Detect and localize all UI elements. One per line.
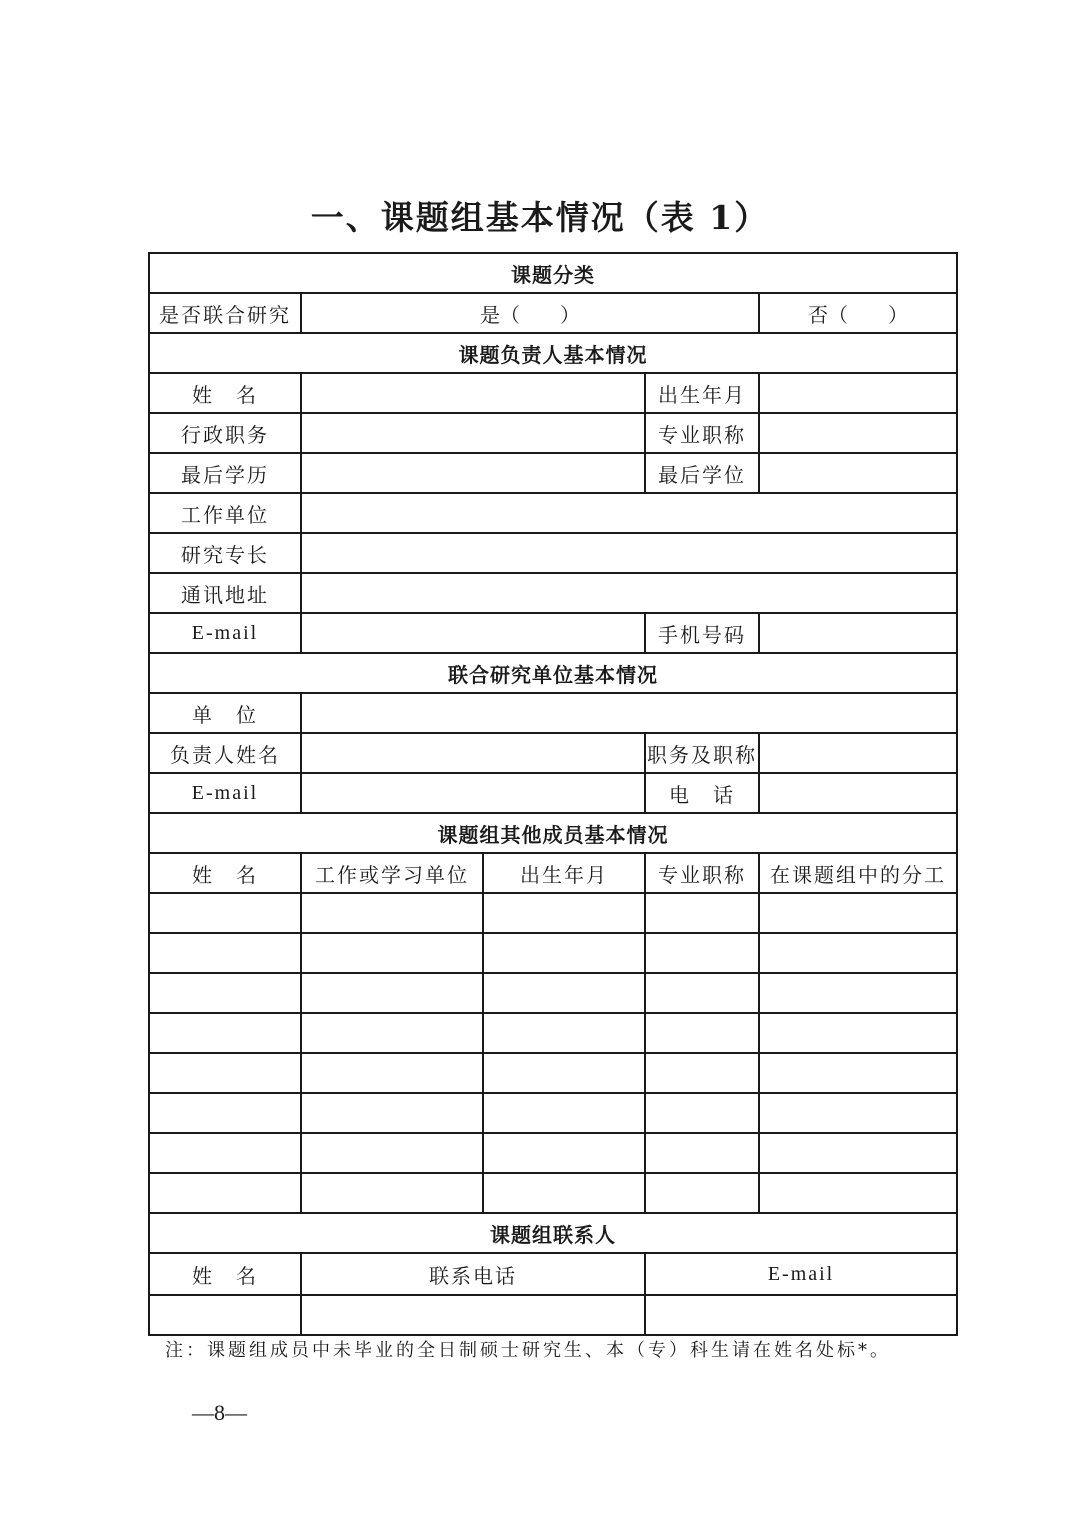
member-name-field[interactable] xyxy=(149,1173,301,1213)
members-col-title: 专业职称 xyxy=(645,853,759,893)
joint-unit-label: 单 位 xyxy=(149,693,301,733)
joint-email-field[interactable] xyxy=(301,773,645,813)
member-workplace-field[interactable] xyxy=(301,893,483,933)
leader-email-field[interactable] xyxy=(301,613,645,653)
footnote: 注：课题组成员中未毕业的全日制硕士研究生、本（专）科生请在姓名处标*。 xyxy=(165,1340,891,1361)
section-header-leader: 课题负责人基本情况 xyxy=(149,333,957,373)
project-team-form xyxy=(148,252,958,1336)
member-title-field[interactable] xyxy=(645,973,759,1013)
member-role-field[interactable] xyxy=(759,1133,957,1173)
contact-name-field[interactable] xyxy=(149,1295,301,1335)
member-workplace-field[interactable] xyxy=(301,1053,483,1093)
leader-workplace-field[interactable] xyxy=(301,493,957,533)
member-role-field[interactable] xyxy=(759,933,957,973)
member-row xyxy=(149,1133,957,1173)
joint-post-title-field[interactable] xyxy=(759,733,957,773)
leader-workplace-label: 工作单位 xyxy=(149,493,301,533)
member-birth-field[interactable] xyxy=(483,1133,645,1173)
contact-name-label: 姓 名 xyxy=(149,1253,301,1295)
section-header-joint-unit: 联合研究单位基本情况 xyxy=(149,653,957,693)
leader-email-label: E-mail xyxy=(149,613,301,653)
member-role-field[interactable] xyxy=(759,973,957,1013)
leader-education-field[interactable] xyxy=(301,453,645,493)
section-header-contact: 课题组联系人 xyxy=(149,1213,957,1253)
page-number: —8— xyxy=(192,1400,247,1425)
member-workplace-field[interactable] xyxy=(301,1133,483,1173)
leader-education-label: 最后学历 xyxy=(149,453,301,493)
leader-address-label: 通讯地址 xyxy=(149,573,301,613)
joint-unit-field[interactable] xyxy=(301,693,957,733)
joint-phone-field[interactable] xyxy=(759,773,957,813)
leader-admin-post-label: 行政职务 xyxy=(149,413,301,453)
member-row xyxy=(149,933,957,973)
member-title-field[interactable] xyxy=(645,1133,759,1173)
members-col-name: 姓 名 xyxy=(149,853,301,893)
leader-degree-field[interactable] xyxy=(759,453,957,493)
contact-phone-label: 联系电话 xyxy=(301,1253,645,1295)
leader-specialty-label: 研究专长 xyxy=(149,533,301,573)
joint-email-label: E-mail xyxy=(149,773,301,813)
member-workplace-field[interactable] xyxy=(301,933,483,973)
leader-title-field[interactable] xyxy=(759,413,957,453)
leader-birth-field[interactable] xyxy=(759,373,957,413)
member-role-field[interactable] xyxy=(759,1173,957,1213)
member-workplace-field[interactable] xyxy=(301,1013,483,1053)
joint-phone-label: 电 话 xyxy=(645,773,759,813)
member-birth-field[interactable] xyxy=(483,1053,645,1093)
section-header-members: 课题组其他成员基本情况 xyxy=(149,813,957,853)
member-title-field[interactable] xyxy=(645,1013,759,1053)
member-name-field[interactable] xyxy=(149,1013,301,1053)
members-col-birth: 出生年月 xyxy=(483,853,645,893)
leader-phone-field[interactable] xyxy=(759,613,957,653)
member-name-field[interactable] xyxy=(149,893,301,933)
leader-phone-label: 手机号码 xyxy=(645,613,759,653)
contact-email-field[interactable] xyxy=(645,1295,957,1335)
member-role-field[interactable] xyxy=(759,1013,957,1053)
joint-research-label: 是否联合研究 xyxy=(149,293,301,333)
member-row xyxy=(149,1053,957,1093)
member-row xyxy=(149,1013,957,1053)
contact-email-label: E-mail xyxy=(645,1253,957,1295)
member-title-field[interactable] xyxy=(645,1173,759,1213)
member-birth-field[interactable] xyxy=(483,1093,645,1133)
member-row xyxy=(149,973,957,1013)
member-row xyxy=(149,1093,957,1133)
joint-research-yes-option[interactable]: 是（ ） xyxy=(301,293,759,333)
member-role-field[interactable] xyxy=(759,1093,957,1133)
members-table-body xyxy=(149,893,957,1213)
joint-post-title-label: 职务及职称 xyxy=(645,733,759,773)
section-header-category: 课题分类 xyxy=(149,253,957,293)
member-title-field[interactable] xyxy=(645,933,759,973)
member-title-field[interactable] xyxy=(645,1093,759,1133)
member-birth-field[interactable] xyxy=(483,893,645,933)
leader-title-label: 专业职称 xyxy=(645,413,759,453)
member-name-field[interactable] xyxy=(149,933,301,973)
member-workplace-field[interactable] xyxy=(301,973,483,1013)
member-name-field[interactable] xyxy=(149,1133,301,1173)
member-row xyxy=(149,1173,957,1213)
member-role-field[interactable] xyxy=(759,1053,957,1093)
members-col-role: 在课题组中的分工 xyxy=(759,853,957,893)
leader-address-field[interactable] xyxy=(301,573,957,613)
members-col-workplace: 工作或学习单位 xyxy=(301,853,483,893)
member-name-field[interactable] xyxy=(149,1053,301,1093)
leader-specialty-field[interactable] xyxy=(301,533,957,573)
member-name-field[interactable] xyxy=(149,973,301,1013)
member-name-field[interactable] xyxy=(149,1093,301,1133)
member-workplace-field[interactable] xyxy=(301,1093,483,1133)
leader-name-label: 姓 名 xyxy=(149,373,301,413)
member-title-field[interactable] xyxy=(645,893,759,933)
member-birth-field[interactable] xyxy=(483,933,645,973)
leader-admin-post-field[interactable] xyxy=(301,413,645,453)
page-title: 一、课题组基本情况（表 1） xyxy=(310,198,770,237)
contact-phone-field[interactable] xyxy=(301,1295,645,1335)
member-title-field[interactable] xyxy=(645,1053,759,1093)
leader-degree-label: 最后学位 xyxy=(645,453,759,493)
joint-head-name-label: 负责人姓名 xyxy=(149,733,301,773)
member-row xyxy=(149,893,957,933)
leader-birth-label: 出生年月 xyxy=(645,373,759,413)
member-birth-field[interactable] xyxy=(483,1013,645,1053)
member-workplace-field[interactable] xyxy=(301,1173,483,1213)
member-birth-field[interactable] xyxy=(483,1173,645,1213)
joint-research-no-option[interactable]: 否（ ） xyxy=(759,293,957,333)
leader-name-field[interactable] xyxy=(301,373,645,413)
joint-head-name-field[interactable] xyxy=(301,733,645,773)
member-role-field[interactable] xyxy=(759,893,957,933)
member-birth-field[interactable] xyxy=(483,973,645,1013)
